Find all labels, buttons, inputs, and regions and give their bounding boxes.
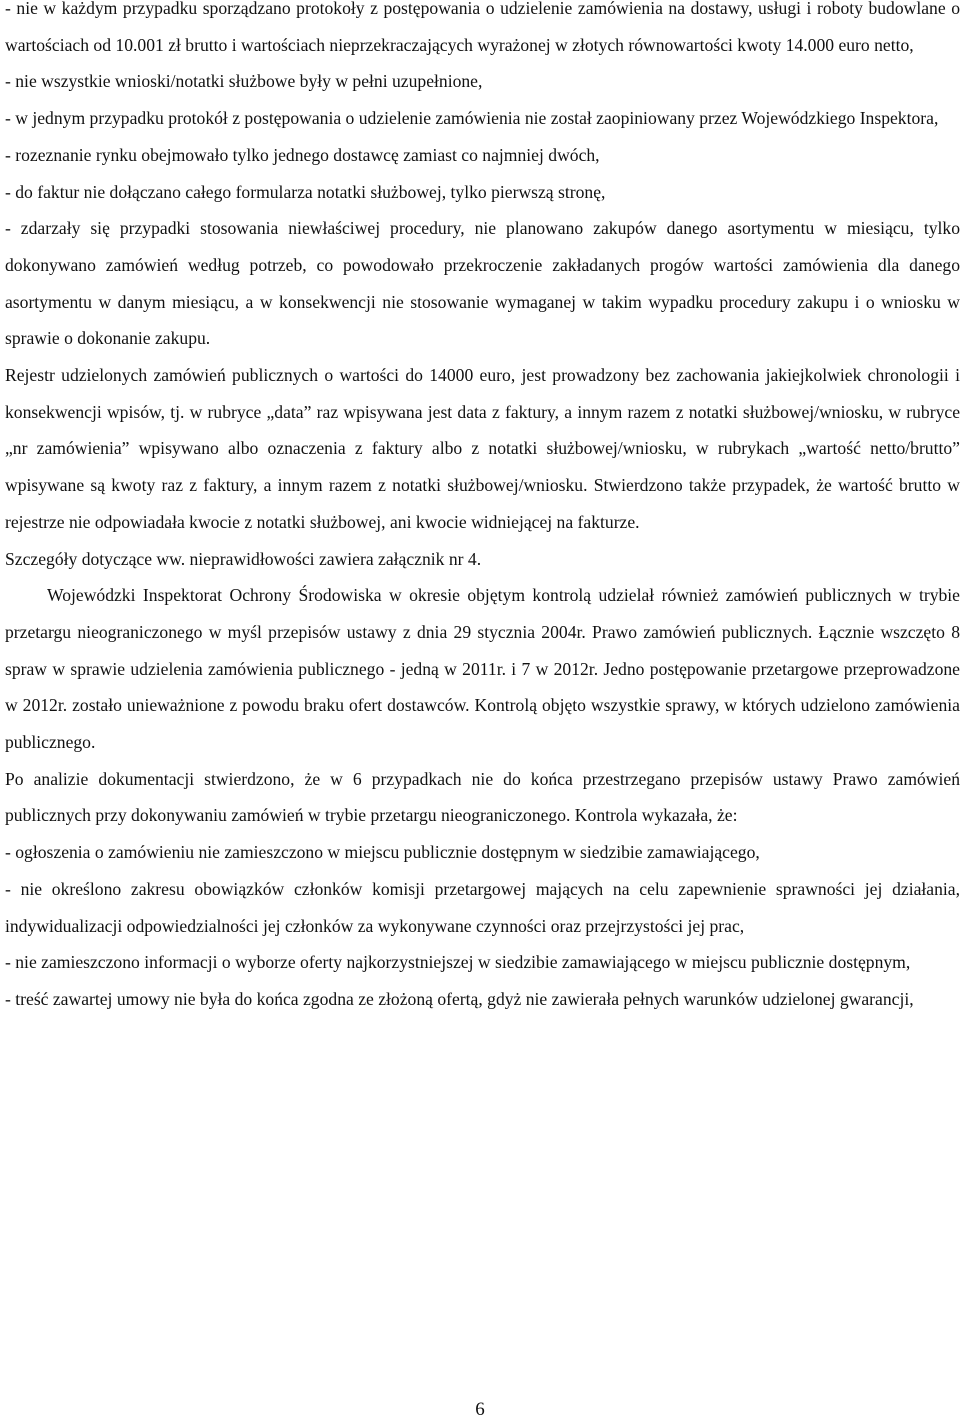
paragraph-details-attachment: Szczegóły dotyczące ww. nieprawidłowości zawiera załącznik nr 4. bbox=[5, 548, 482, 569]
page-number: 6 bbox=[475, 1399, 485, 1420]
bullet-protocols: - nie w każdym przypadku sporządzano protokoły z postępowania o udzielenie zamówienia na dostawy, usługi i roboty budowlane o wartościach od 10.001 zł brutto i wartościach nieprzekraczających wyrażonej w złotych równowartości kwoty 14.000 euro netto, bbox=[5, 0, 960, 55]
bullet-offer-selection: - nie zamieszczono informacji o wyborze oferty najkorzystniejszej w siedzibie zamawiającego w miejscu publicznie dostępnym, bbox=[5, 952, 911, 973]
bullet-market-research: - rozeznanie rynku obejmowało tylko jednego dostawcę zamiast co najmniej dwóch, bbox=[5, 144, 600, 165]
bullet-incomplete-notes: - nie wszystkie wnioski/notatki służbowe były w pełni uzupełnione, bbox=[5, 71, 483, 92]
paragraph-analysis: Po analizie dokumentacji stwierdzono, że w 6 przypadkach nie do końca przestrzegano przepisów ustawy Prawo zamówień publicznych przy dokonywaniu zamówień w trybie przetargu nieograniczonego. Kontrola wykazała, że: bbox=[5, 768, 960, 826]
paragraph-tender-procedures: Wojewódzki Inspektorat Ochrony Środowiska w okresie objętym kontrolą udzielał również zamówień publicznych w trybie przetargu nieograniczonego w myśl przepisów ustawy z dnia 29 stycznia 2004r. Prawo zamówień publicznych. Łącznie wszczęto 8 spraw w sprawie udzielenia zamówienia publicznego - jedną w 2011r. i 7 w 2012r. Jedno postępowanie przetargowe przeprowadzone w 2012r. zostało unieważnione z powodu braku ofert dostawców. Kontrolą objęto wszystkie sprawy, w których udzielono zamówienia publicznego. bbox=[5, 585, 960, 753]
document-page bbox=[5, 0, 960, 1018]
paragraph-register: Rejestr udzielonych zamówień publicznych o wartości do 14000 euro, jest prowadzony bez zachowania jakiejkolwiek chronologii i konsekwencji wpisów, tj. w rubryce „data” raz wpisywana jest data z faktury, a innym razem z notatki służbowej/wniosku, w rubryce „nr zamówienia” wpisywano albo oznaczenia z faktury albo z notatki służbowej/wniosku, w rubrykach „wartość netto/brutto” wpisywane są kwoty raz z faktury, a innym razem z notatki służbowej/wniosku. Stwierdzono także przypadek, że wartość brutto w rejestrze nie odpowiadała kwocie z notatki służbowej, ani kwocie widniejącej na fakturze. bbox=[5, 365, 960, 532]
bullet-committee-duties: - nie określono zakresu obowiązków członków komisji przetargowej mających na celu zapewnienie sprawności jej działania, indywidualizacji odpowiedzialności jej członków za wykonywane czynności oraz przejrzystości jej prac, bbox=[5, 878, 960, 936]
bullet-contract-content: - treść zawartej umowy nie była do końca zgodna ze złożoną ofertą, gdyż nie zawierała pełnych warunków udzielonej gwarancji, bbox=[5, 988, 914, 1009]
bullet-announcement: - ogłoszenia o zamówieniu nie zamieszczono w miejscu publicznie dostępnym w siedzibie zamawiającego, bbox=[5, 842, 760, 863]
bullet-not-reviewed: - w jednym przypadku protokół z postępowania o udzielenie zamówienia nie został zaopiniowany przez Wojewódzkiego Inspektora, bbox=[5, 108, 939, 129]
bullet-wrong-procedure: - zdarzały się przypadki stosowania niewłaściwej procedury, nie planowano zakupów danego asortymentu w miesiącu, tylko dokonywano zamówień według potrzeb, co powodowało przekroczenie zakładanych progów wartości zamówienia dla danego asortymentu w danym miesiącu, a w konsekwencji nie stosowanie wymaganej w takim wypadku procedury zakupu i o wniosku w sprawie o dokonanie zakupu. bbox=[5, 218, 960, 349]
bullet-invoice-form: - do faktur nie dołączano całego formularza notatki służbowej, tylko pierwszą stronę, bbox=[5, 181, 606, 202]
